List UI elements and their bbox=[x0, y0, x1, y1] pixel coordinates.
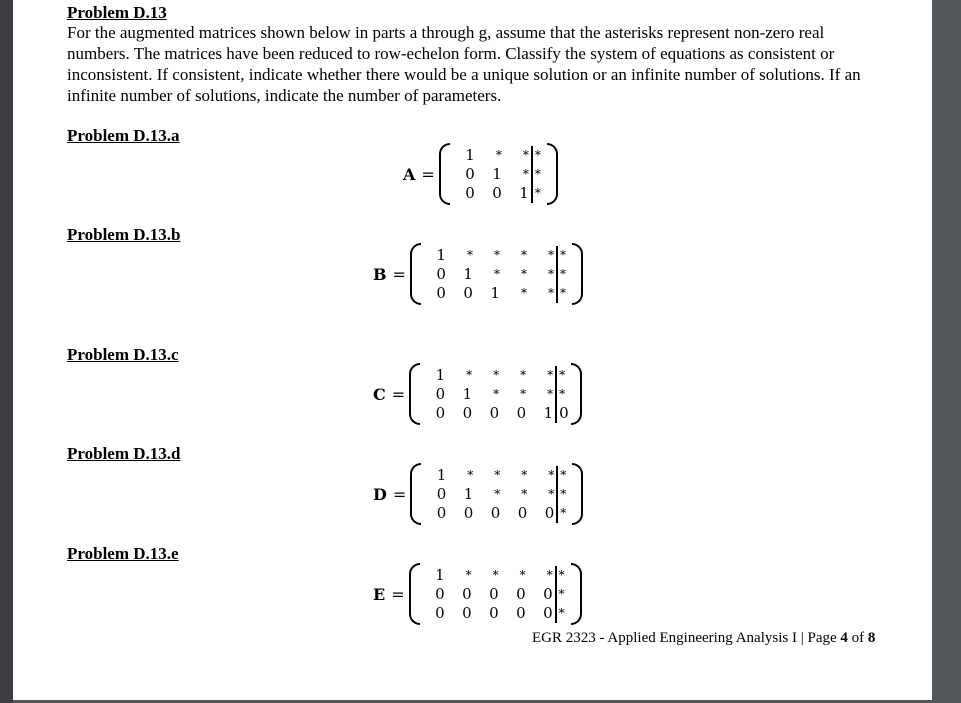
matrix-cell: * bbox=[466, 247, 473, 262]
matrix-cell: 1 bbox=[543, 403, 554, 422]
matrix-cell: 0 bbox=[463, 283, 473, 302]
matrix-cell: 0 bbox=[436, 264, 446, 283]
matrix-c bbox=[373, 363, 582, 425]
matrix-cell: 0 bbox=[436, 484, 447, 503]
matrix-cell: * bbox=[547, 247, 554, 262]
matrix-cell: 1 bbox=[463, 484, 474, 503]
matrix-cell: 1 bbox=[435, 565, 445, 584]
problem-heading-c: Problem D.13.c bbox=[67, 345, 179, 364]
augmented-cell: * bbox=[531, 146, 547, 165]
matrix-cell: * bbox=[495, 147, 502, 162]
problem-heading-a: Problem D.13.a bbox=[67, 126, 180, 145]
viewer-left-margin bbox=[0, 0, 13, 703]
matrix-cell: * bbox=[521, 486, 528, 501]
matrix-cell: 0 bbox=[492, 183, 502, 202]
right-parenthesis bbox=[547, 143, 558, 205]
matrix-cell: 0 bbox=[435, 603, 445, 622]
matrix-cell: * bbox=[465, 567, 472, 582]
matrix-cell: 0 bbox=[436, 503, 447, 522]
left-parenthesis bbox=[409, 563, 420, 625]
matrix-cell: 0 bbox=[435, 384, 446, 403]
matrix-cell: 0 bbox=[517, 503, 528, 522]
matrix-cell: * bbox=[493, 247, 500, 262]
matrix-label: C bbox=[373, 384, 386, 404]
problem-heading-d: Problem D.13.d bbox=[67, 444, 181, 463]
problem-heading-b: Problem D.13.b bbox=[67, 225, 181, 244]
matrix-grid bbox=[420, 566, 571, 623]
matrix-cell: 0 bbox=[435, 584, 445, 603]
matrix-cell: * bbox=[522, 147, 529, 162]
footer-course: EGR 2323 - Applied Engineering Analysis I | Page bbox=[532, 630, 841, 646]
augmented-cell: * bbox=[555, 566, 571, 585]
matrix-cell: * bbox=[520, 367, 527, 382]
equals-sign: = bbox=[392, 264, 406, 284]
matrix-cell: 0 bbox=[490, 503, 501, 522]
matrix-label: A bbox=[403, 164, 416, 184]
matrix-cell: 1 bbox=[436, 465, 447, 484]
matrix-cell: 0 bbox=[465, 164, 475, 183]
matrix-grid bbox=[420, 366, 571, 423]
problem-title: Problem D.13 bbox=[67, 3, 167, 22]
matrix-cell: 0 bbox=[435, 403, 446, 422]
matrix-cell: * bbox=[519, 567, 526, 582]
matrix-d bbox=[373, 463, 583, 525]
matrix-cell: * bbox=[466, 367, 473, 382]
matrix-cell: * bbox=[494, 467, 501, 482]
right-parenthesis bbox=[571, 363, 582, 425]
matrix-cell: 0 bbox=[462, 603, 472, 622]
equals-sign: = bbox=[392, 484, 407, 504]
matrix-cell: * bbox=[520, 285, 527, 300]
matrix-cell: * bbox=[520, 247, 527, 262]
matrix-e bbox=[373, 563, 582, 625]
matrix-cell: * bbox=[493, 386, 500, 401]
matrix-cell: 1 bbox=[465, 145, 475, 164]
matrix-label: E bbox=[373, 584, 386, 604]
augmented-cell: * bbox=[531, 184, 547, 203]
matrix-cell: 0 bbox=[544, 503, 555, 522]
equals-sign: = bbox=[391, 384, 406, 404]
footer-of: of bbox=[847, 630, 868, 646]
document-page bbox=[13, 0, 932, 700]
equals-sign: = bbox=[421, 164, 435, 184]
matrix-cell: * bbox=[493, 266, 500, 281]
matrix-grid bbox=[421, 466, 572, 523]
footer-page-total: 8 bbox=[867, 630, 876, 646]
augmented-cell: * bbox=[555, 585, 571, 604]
matrix-cell: 1 bbox=[436, 245, 446, 264]
page-footer bbox=[532, 630, 875, 647]
matrix-cell: * bbox=[494, 486, 501, 501]
matrix-cell: 0 bbox=[463, 503, 474, 522]
matrix-cell: 0 bbox=[436, 283, 446, 302]
right-parenthesis bbox=[571, 563, 582, 625]
matrix-cell: 0 bbox=[465, 183, 475, 202]
matrix-cell: 0 bbox=[543, 584, 553, 603]
matrix-cell: * bbox=[547, 285, 554, 300]
matrix-cell: * bbox=[520, 386, 527, 401]
problem-heading-e: Problem D.13.e bbox=[67, 544, 179, 563]
right-parenthesis bbox=[572, 463, 583, 525]
matrix-cell: 1 bbox=[492, 164, 502, 183]
matrix-cell: 1 bbox=[490, 283, 500, 302]
matrix-cell: 1 bbox=[435, 365, 446, 384]
matrix-cell: * bbox=[520, 266, 527, 281]
matrix-cell: 0 bbox=[516, 584, 526, 603]
matrix-cell: 1 bbox=[463, 264, 473, 283]
augmented-cell: * bbox=[556, 504, 572, 523]
matrix-cell: * bbox=[492, 567, 499, 582]
matrix-cell: * bbox=[548, 467, 555, 482]
matrix-grid bbox=[421, 246, 572, 303]
right-parenthesis bbox=[572, 243, 583, 305]
augmented-cell: * bbox=[555, 366, 571, 385]
augmented-cell: * bbox=[556, 246, 572, 265]
matrix-b bbox=[373, 243, 583, 305]
matrix-cell: * bbox=[521, 467, 528, 482]
matrix-cell: 0 bbox=[543, 603, 553, 622]
augmented-cell: * bbox=[555, 604, 571, 623]
matrix-cell: * bbox=[467, 467, 474, 482]
left-parenthesis bbox=[409, 363, 420, 425]
matrix-cell: 0 bbox=[489, 403, 500, 422]
matrix-cell: 1 bbox=[519, 183, 529, 202]
matrix-label: D bbox=[373, 484, 387, 504]
matrix-cell: * bbox=[546, 567, 553, 582]
augmented-cell: 0 bbox=[555, 404, 571, 423]
augmented-cell: * bbox=[556, 265, 572, 284]
augmented-cell: * bbox=[556, 485, 572, 504]
matrix-cell: 0 bbox=[489, 603, 499, 622]
matrix-cell: * bbox=[547, 386, 554, 401]
matrix-grid bbox=[450, 146, 547, 203]
augmented-cell: * bbox=[556, 466, 572, 485]
augmented-cell: * bbox=[555, 385, 571, 404]
matrix-cell: 0 bbox=[489, 584, 499, 603]
matrix-cell: * bbox=[493, 367, 500, 382]
matrix-cell: 0 bbox=[462, 403, 473, 422]
problem-instructions: For the augmented matrices shown below in parts a through g, assume that the asterisks represent non-zero real numbers. The matrices have been reduced to row-echelon form. Classify the system of equations as consistent or inconsistent. If consistent, indicate whether there would be a unique solution or an infinite number of solutions. If an infinite number of solutions, indicate the number of parameters. bbox=[67, 23, 861, 105]
equals-sign: = bbox=[391, 584, 405, 604]
matrix-cell: 0 bbox=[516, 403, 527, 422]
matrix-label: B bbox=[373, 264, 387, 284]
matrix-cell: * bbox=[548, 486, 555, 501]
augmented-cell: * bbox=[556, 284, 572, 303]
matrix-cell: * bbox=[547, 367, 554, 382]
matrix-cell: * bbox=[547, 266, 554, 281]
left-parenthesis bbox=[410, 243, 421, 305]
matrix-cell: 0 bbox=[516, 603, 526, 622]
left-parenthesis bbox=[439, 143, 450, 205]
augmented-cell: * bbox=[531, 165, 547, 184]
footer-page-number: 4 bbox=[840, 630, 848, 646]
matrix-cell: * bbox=[522, 166, 529, 181]
matrix-cell: 0 bbox=[462, 584, 472, 603]
matrix-cell: 1 bbox=[462, 384, 473, 403]
left-parenthesis bbox=[410, 463, 421, 525]
matrix-a bbox=[403, 143, 558, 205]
